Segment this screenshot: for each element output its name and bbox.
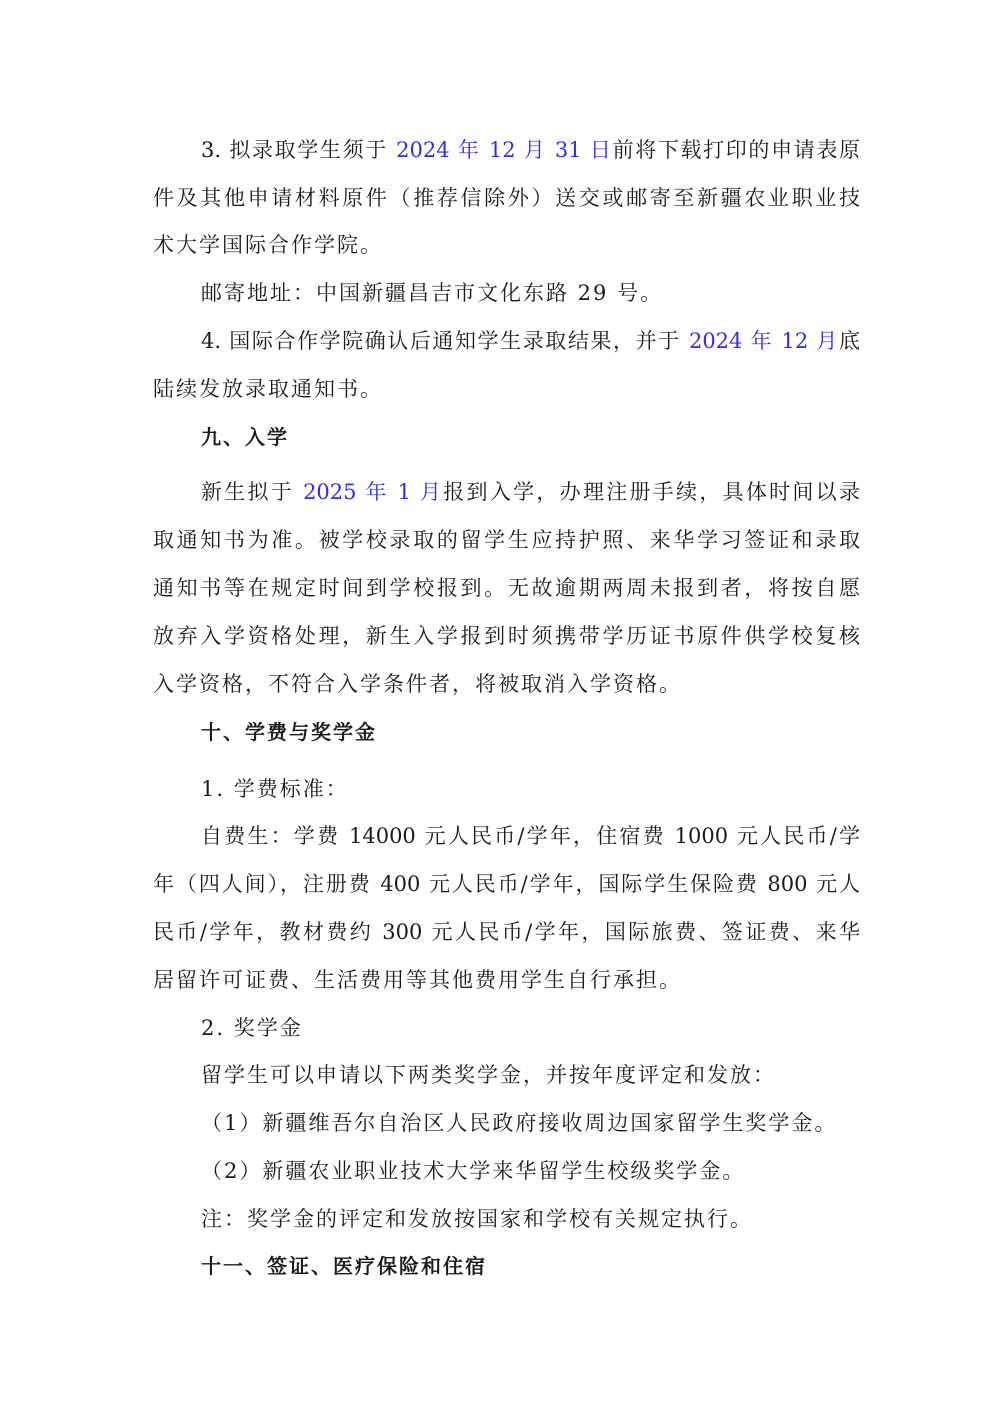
text-segment: 年（四人间），注册费 400 元人民币/学年，国际学生保险费 800 元人 (153, 872, 860, 896)
paragraph-line (153, 965, 860, 995)
text-segment: 术大学国际合作学院。 (153, 233, 383, 257)
text-segment: 入学资格，不符合入学条件者，将被取消入学资格。 (153, 672, 682, 696)
text-segment: 底 (839, 329, 860, 353)
text-segment: 通知书等在规定时间到学校报到。无故逾期两周未报到者，将按自愿 (153, 576, 860, 600)
section-heading (201, 422, 860, 452)
highlighted-date: 2024 年 12 月 31 日 (396, 138, 613, 162)
text-segment: （1）新疆维吾尔自治区人民政府接收周边国家留学生奖学金。 (201, 1111, 838, 1135)
paragraph-line (201, 326, 860, 356)
section-heading (201, 717, 860, 747)
text-segment: 2. 奖学金 (201, 1016, 303, 1040)
paragraph-line (153, 374, 860, 404)
paragraph-line (153, 669, 860, 699)
paragraph-line (153, 573, 860, 603)
highlighted-date: 2025 年 1 月 (303, 480, 444, 504)
highlighted-date: 2024 年 12 月 (688, 329, 839, 353)
paragraph-line (201, 1013, 860, 1043)
text-segment: （2）新疆农业职业技术大学来华留学生校级奖学金。 (201, 1159, 746, 1183)
text-segment: 件及其他申请材料原件（推荐信除外）送交或邮寄至新疆农业职业技 (153, 186, 860, 210)
text-segment: 陆续发放录取通知书。 (153, 377, 383, 401)
text-segment: 居留许可证费、生活费用等其他费用学生自行承担。 (153, 968, 682, 992)
paragraph-line (201, 1204, 860, 1234)
text-segment: 取通知书为准。被学校录取的留学生应持护照、来华学习签证和录取 (153, 528, 860, 552)
text-segment: 新生拟于 (201, 480, 304, 504)
text-segment: 十一、签证、医疗保险和住宿 (201, 1254, 487, 1278)
text-segment: 九、入学 (201, 425, 289, 449)
paragraph-line (201, 821, 860, 851)
paragraph-line (201, 774, 860, 804)
paragraph-line (201, 1060, 860, 1090)
text-segment: 3. 拟录取学生须于 (201, 138, 397, 162)
text-segment: 自费生：学费 14000 元人民币/学年，住宿费 1000 元人民币/学 (201, 824, 860, 848)
text-segment: 放弃入学资格处理，新生入学报到时须携带学历证书原件供学校复核 (153, 624, 860, 648)
text-segment: 4. 国际合作学院确认后通知学生录取结果，并于 (201, 329, 689, 353)
paragraph-line (153, 525, 860, 555)
text-segment: 注：奖学金的评定和发放按国家和学校有关规定执行。 (201, 1207, 753, 1231)
text-segment: 报到入学，办理注册手续，具体时间以录 (443, 480, 860, 504)
paragraph-line (201, 135, 860, 165)
paragraph-line (153, 621, 860, 651)
text-segment: 十、学费与奖学金 (201, 720, 377, 744)
paragraph-line (153, 230, 860, 260)
paragraph-line (153, 917, 860, 947)
text-segment: 邮寄地址：中国新疆昌吉市文化东路 29 号。 (201, 281, 664, 305)
paragraph-line (201, 1108, 860, 1138)
text-segment: 民币/学年，教材费约 300 元人民币/学年，国际旅费、签证费、来华 (153, 920, 860, 944)
text-segment: 1. 学费标准： (201, 777, 349, 801)
paragraph-line (153, 869, 860, 899)
paragraph-line (153, 183, 860, 213)
paragraph-line (201, 1156, 860, 1186)
text-segment: 留学生可以申请以下两类奖学金，并按年度评定和发放： (201, 1063, 776, 1087)
text-segment: 前将下载打印的申请表原 (612, 138, 861, 162)
paragraph-line (201, 278, 860, 308)
section-heading (201, 1251, 860, 1281)
paragraph-line (201, 477, 860, 507)
